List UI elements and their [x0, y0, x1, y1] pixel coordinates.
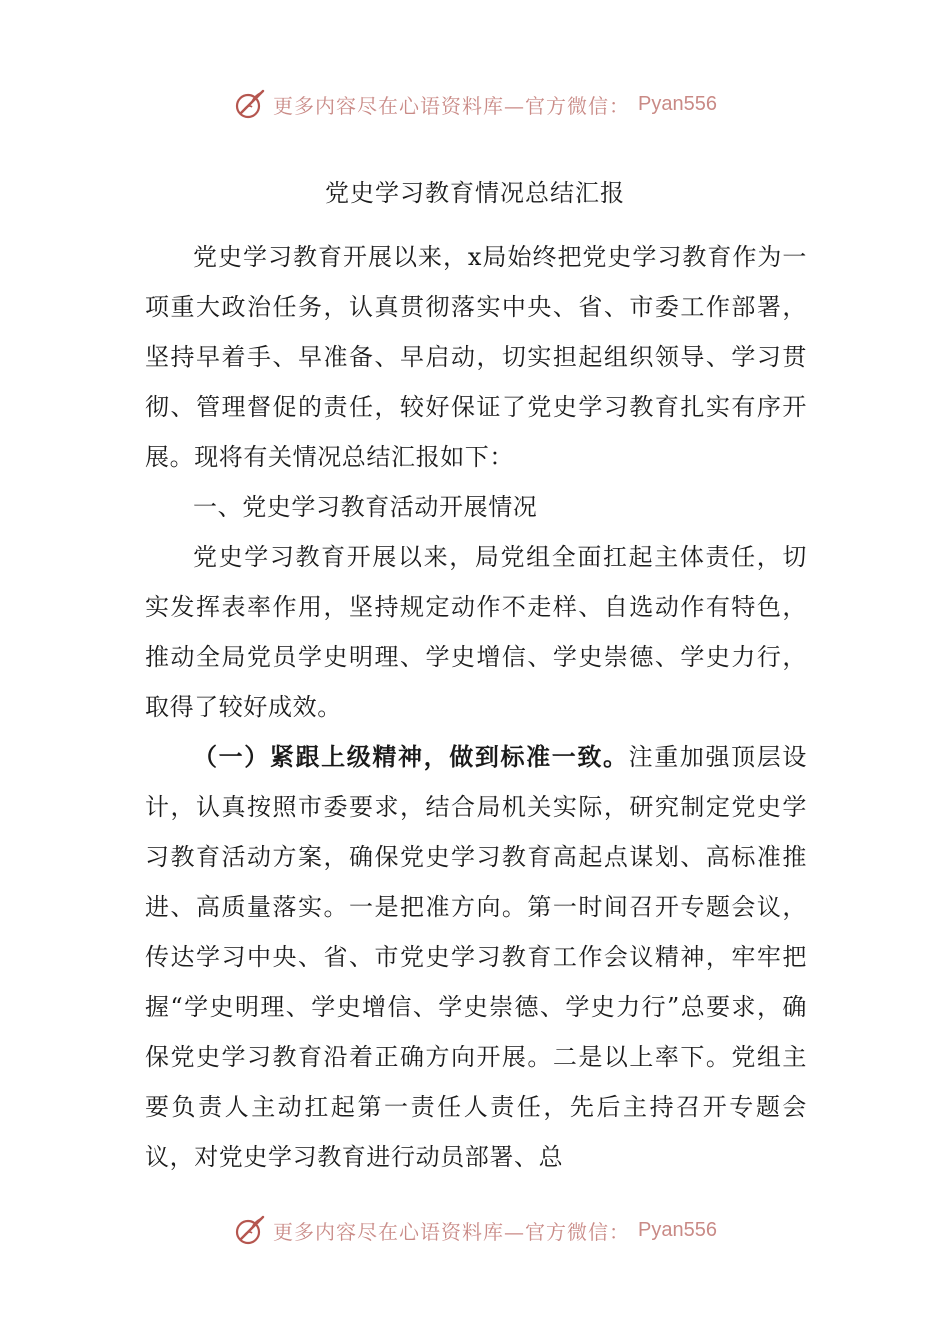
watermark-text: 更多内容尽在心语资料库—官方微信： — [273, 1219, 631, 1244]
intro-paragraph: 党史学习教育开展以来，x局始终把党史学习教育作为一项重大政治任务，认真贯彻落实中央、省、市委工作部署，坚持早着手、早准备、早启动，切实担起组织领导、学习贯彻、管理督促的责任，较好保证了党史学习教育扎实有序开展。现将有关情况总结汇报如下： — [145, 243, 807, 471]
section1-intro-paragraph: 党史学习教育开展以来，局党组全面扛起主体责任，切实发挥表率作用，坚持规定动作不走样、自选动作有特色，推动全局党员学史明理、学史增信、学史崇德、学史力行，取得了较好成效。 — [145, 543, 807, 721]
subsection1-paragraph — [145, 732, 807, 1182]
subsection1-body: 注重加强顶层设计，认真按照市委要求，结合局机关实际，研究制定党史学习教育活动方案，确保党史学习教育高起点谋划、高标准推进、高质量落实。一是把准方向。第一时间召开专题会议，传达学习中央、省、市党史学习教育工作会议精神，牢牢把握“学史明理、学史增信、学史崇德、学史力行”总要求，确保党史学习教育沿着正确方向开展。二是以上率下。党组主要负责人主动扛起第一责任人责任，先后主持召开专题会议，对党史学习教育进行动员部署、总 — [145, 743, 807, 1171]
watermark-footer — [0, 1210, 950, 1250]
watermark-text: 更多内容尽在心语资料库—官方微信： — [273, 93, 631, 118]
section1-heading: 一、党史学习教育活动开展情况 — [193, 493, 538, 521]
watermark-header — [0, 84, 950, 124]
watermark-wechat-id: Pyan556 — [638, 92, 717, 115]
quill-logo-icon — [233, 87, 267, 121]
quill-logo-icon — [233, 1213, 267, 1247]
watermark-wechat-id: Pyan556 — [638, 1218, 717, 1241]
subsection1-heading: （一）紧跟上级精神，做到标准一致。 — [193, 743, 629, 771]
document-body — [145, 232, 807, 1182]
document-title: 党史学习教育情况总结汇报 — [325, 179, 625, 207]
